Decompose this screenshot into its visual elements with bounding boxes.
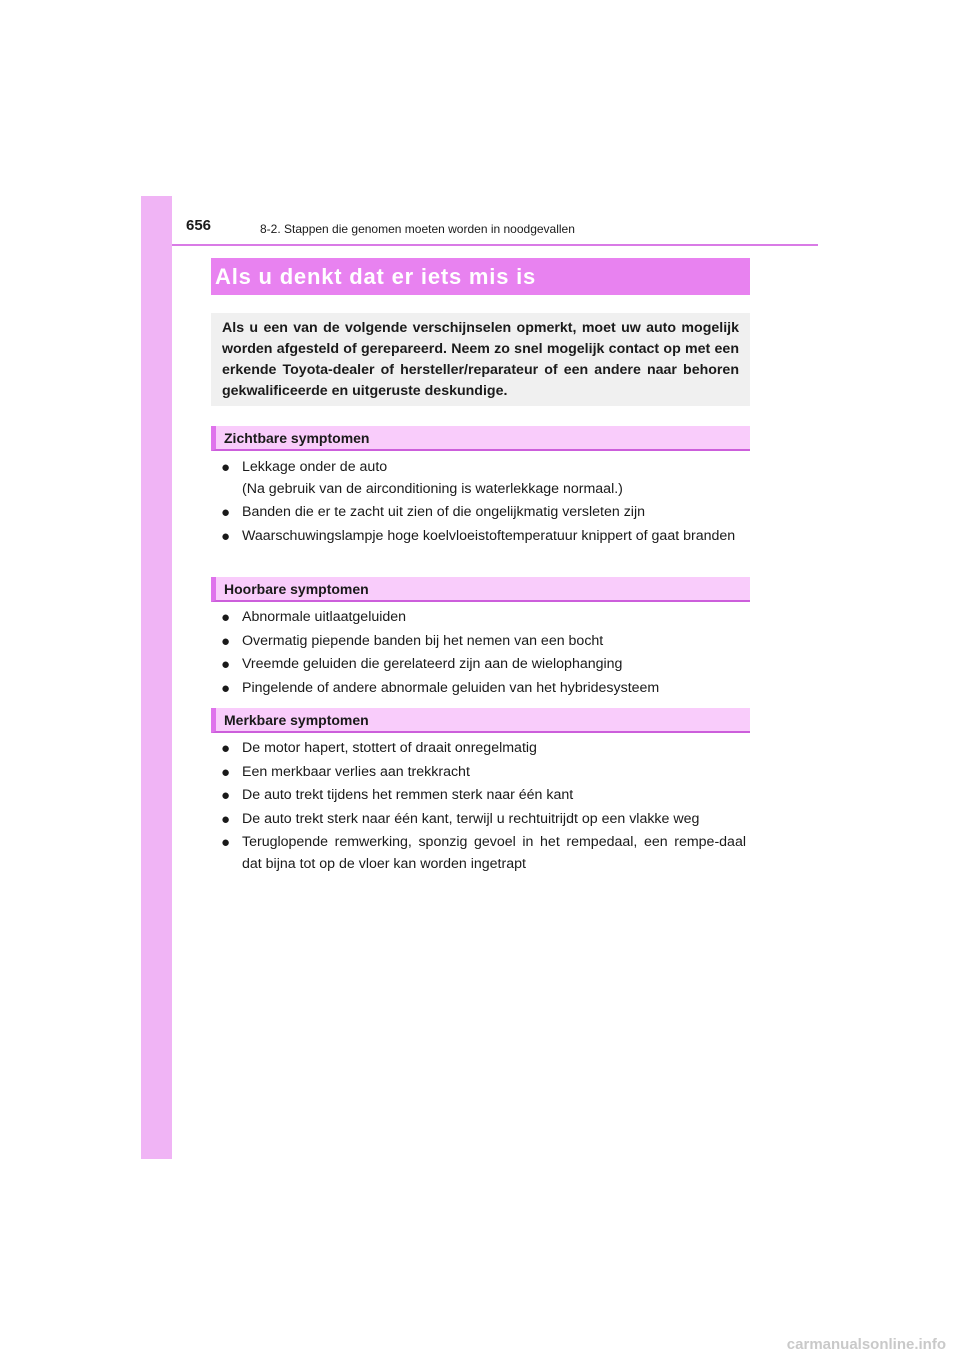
list-item — [221, 457, 746, 479]
intro-box: Als u een van de volgende verschijnselen opmerkt, moet uw auto mogelijk worden afgesteld of gerepareerd. Neem zo snel mogelijk contact op met een erkende Toyota-dealer of hersteller/reparateur of een andere naar behoren gekwalificeerde en uitgeruste deskundige. — [211, 313, 750, 406]
list-item-text: De motor hapert, stottert of draait onregelmatig — [242, 740, 537, 756]
bullet-icon: ● — [221, 834, 231, 851]
list-item — [221, 607, 746, 629]
bullet-icon: ● — [221, 679, 231, 697]
list-item — [221, 738, 746, 760]
list-item-text: De auto trekt tijdens het remmen sterk naar één kant — [242, 787, 574, 803]
bullet-icon: ● — [221, 763, 231, 781]
list-item — [221, 526, 746, 548]
list-item-text: Een merkbaar verlies aan trekkracht — [242, 763, 470, 780]
list-item-text: (Na gebruik van de airconditioning is waterlekkage normaal.) — [242, 480, 623, 497]
bullet-icon: ● — [221, 787, 231, 804]
list-item-text: Overmatig piepende banden bij het nemen van een bocht — [242, 632, 604, 649]
list-visible-symptoms — [221, 457, 746, 549]
list-item — [221, 502, 746, 524]
subheading-audible-symptoms: Hoorbare symptomen — [211, 577, 750, 602]
subheading-noticeable-symptoms: Merkbare symptomen — [211, 708, 750, 733]
list-item — [221, 762, 746, 784]
header-divider — [172, 244, 818, 246]
side-tab-strip — [141, 196, 172, 1159]
bullet-icon: ● — [221, 740, 231, 757]
list-item — [221, 631, 746, 653]
list-item-text: Banden die er te zacht uit zien of die ongelijkmatig versleten zijn — [242, 504, 645, 520]
bullet-icon: ● — [221, 810, 231, 828]
subheading-visible-symptoms: Zichtbare symptomen — [211, 426, 750, 451]
list-item-text: Lekkage onder de auto — [242, 459, 388, 475]
list-item — [221, 654, 746, 676]
bullet-icon: ● — [221, 527, 231, 545]
page-title: Als u denkt dat er iets mis is — [211, 258, 750, 295]
list-item-continuation — [221, 479, 746, 501]
list-item-text: Vreemde geluiden die gerelateerd zijn aan de wielophanging — [242, 656, 623, 672]
bullet-icon: ● — [221, 656, 231, 673]
bullet-icon: ● — [221, 632, 231, 650]
list-item — [221, 678, 746, 700]
list-item-text: De auto trekt sterk naar één kant, terwijl u rechtuitrijdt op een vlakke weg — [242, 810, 700, 827]
bullet-icon: ● — [221, 609, 231, 626]
list-audible-symptoms — [221, 607, 746, 701]
page-number: 656 — [186, 217, 212, 234]
list-item — [221, 832, 746, 875]
list-item-text: Pingelende of andere abnormale geluiden van het hybridesysteem — [242, 679, 660, 696]
list-item-text: Abnormale uitlaatgeluiden — [242, 609, 407, 625]
watermark: carmanualsonline.info — [786, 1336, 946, 1353]
list-item — [221, 785, 746, 807]
list-item — [221, 809, 746, 831]
list-item-text: Teruglopende remwerking, sponzig gevoel in het rempedaal, een rempe-daal dat bijna tot op de vloer kan worden ingetrapt — [242, 834, 746, 872]
bullet-icon: ● — [221, 504, 231, 521]
bullet-icon: ● — [221, 459, 231, 476]
section-label: 8-2. Stappen die genomen moeten worden in noodgevallen — [260, 222, 575, 236]
list-noticeable-symptoms — [221, 738, 746, 877]
list-item-text: Waarschuwingslampje hoge koelvloeistoftemperatuur knippert of gaat branden — [242, 527, 736, 544]
